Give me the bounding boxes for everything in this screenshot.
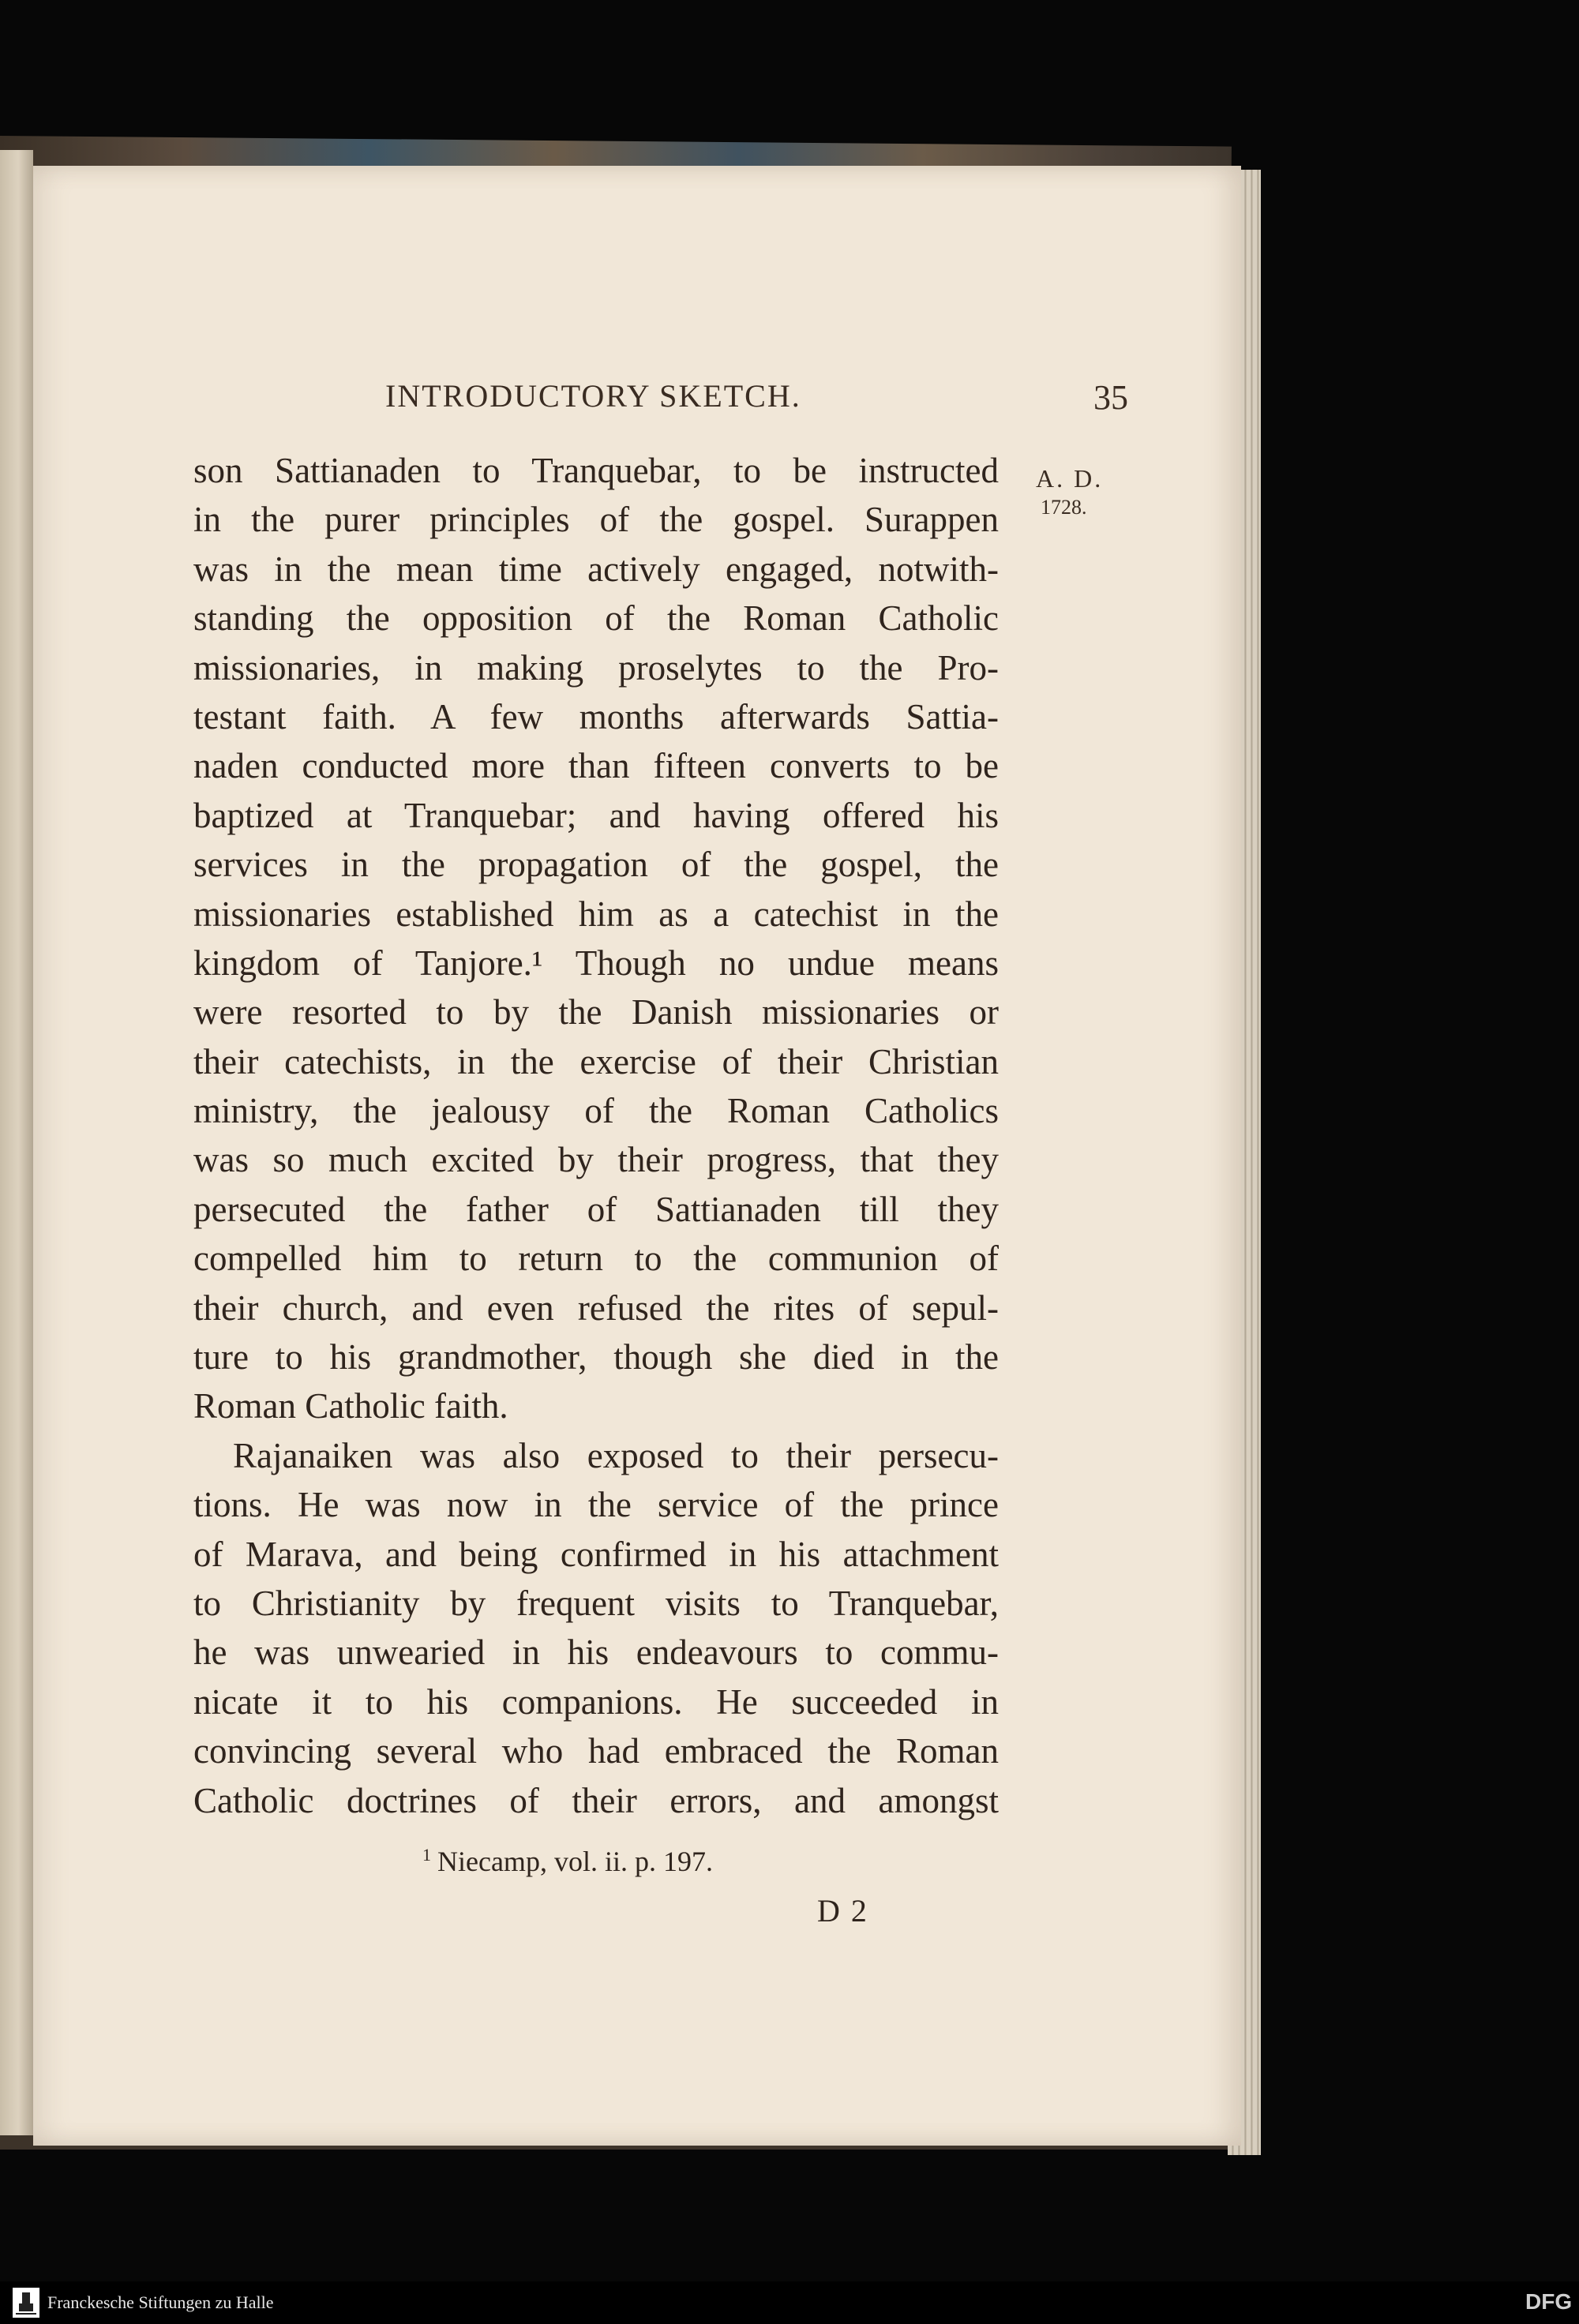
text-line: Roman Catholic faith. [193,1386,508,1426]
text-line: was so much excited by their progress, that they [193,1140,999,1180]
page-number: 35 [1093,378,1128,417]
text-line: convincing several who had embraced the Roman [193,1731,999,1771]
text-line: services in the propagation of the gospel, the [193,845,999,885]
text-line: kingdom of Tanjore.¹ Though no undue means [193,943,999,983]
text-line: standing the opposition of the Roman Catholic [193,598,999,639]
text-line: to Christianity by frequent visits to Tranquebar, [193,1583,999,1623]
text-line: their church, and even refused the rites of sepul- [193,1288,999,1328]
text-line: tions. He was now in the service of the prince [193,1485,999,1525]
text-line: of Marava, and being confirmed in his attachment [193,1534,999,1574]
text-line: Catholic doctrines of their errors, and amongst [193,1780,999,1820]
text-line: missionaries established him as a catechist in the [193,894,999,934]
text-line: their catechists, in the exercise of their Christian [193,1041,999,1081]
text-line: in the purer principles of the gospel. Surappen [193,500,999,540]
text-line: ministry, the jealousy of the Roman Catholics [193,1091,999,1131]
text-line: naden conducted more than fifteen converts to be [193,746,999,786]
margin-note-year: 1728. [1041,496,1087,519]
text-line: Rajanaiken was also exposed to their persecu- [233,1435,999,1475]
text-line: was in the mean time actively engaged, notwith- [193,549,999,589]
margin-note-era: A. D. [1036,464,1104,493]
text-line: ture to his grandmother, though she died in the [193,1337,999,1378]
text-line: compelled him to return to the communion of [193,1239,999,1279]
text-line: persecuted the father of Sattianaden till they [193,1189,999,1229]
body-text [193,446,999,1825]
text-line: baptized at Tranquebar; and having offered his [193,795,999,835]
signature-mark: D 2 [817,1893,868,1929]
institution-logo-icon [13,2288,39,2318]
text-line: missionaries, in making proselytes to the Pro- [193,647,999,688]
dfg-logo: DFG [1525,2289,1573,2314]
text-line: testant faith. A few months afterwards Sattia- [193,696,999,737]
institution-name: Franckesche Stiftungen zu Halle [47,2292,274,2312]
text-line: he was unwearied in his endeavours to commu- [193,1632,999,1673]
text-line: son Sattianaden to Tranquebar, to be instructed [193,451,999,490]
text-line: nicate it to his companions. He succeeded in [193,1681,999,1722]
footnote [422,1845,713,1878]
text-line: were resorted to by the Danish missionaries or [193,992,999,1033]
running-title: INTRODUCTORY SKETCH. [385,378,801,414]
footnote-text: Niecamp, vol. ii. p. 197. [437,1846,713,1877]
left-page-edge [0,150,33,2139]
footnote-marker: 1 [422,1845,431,1865]
